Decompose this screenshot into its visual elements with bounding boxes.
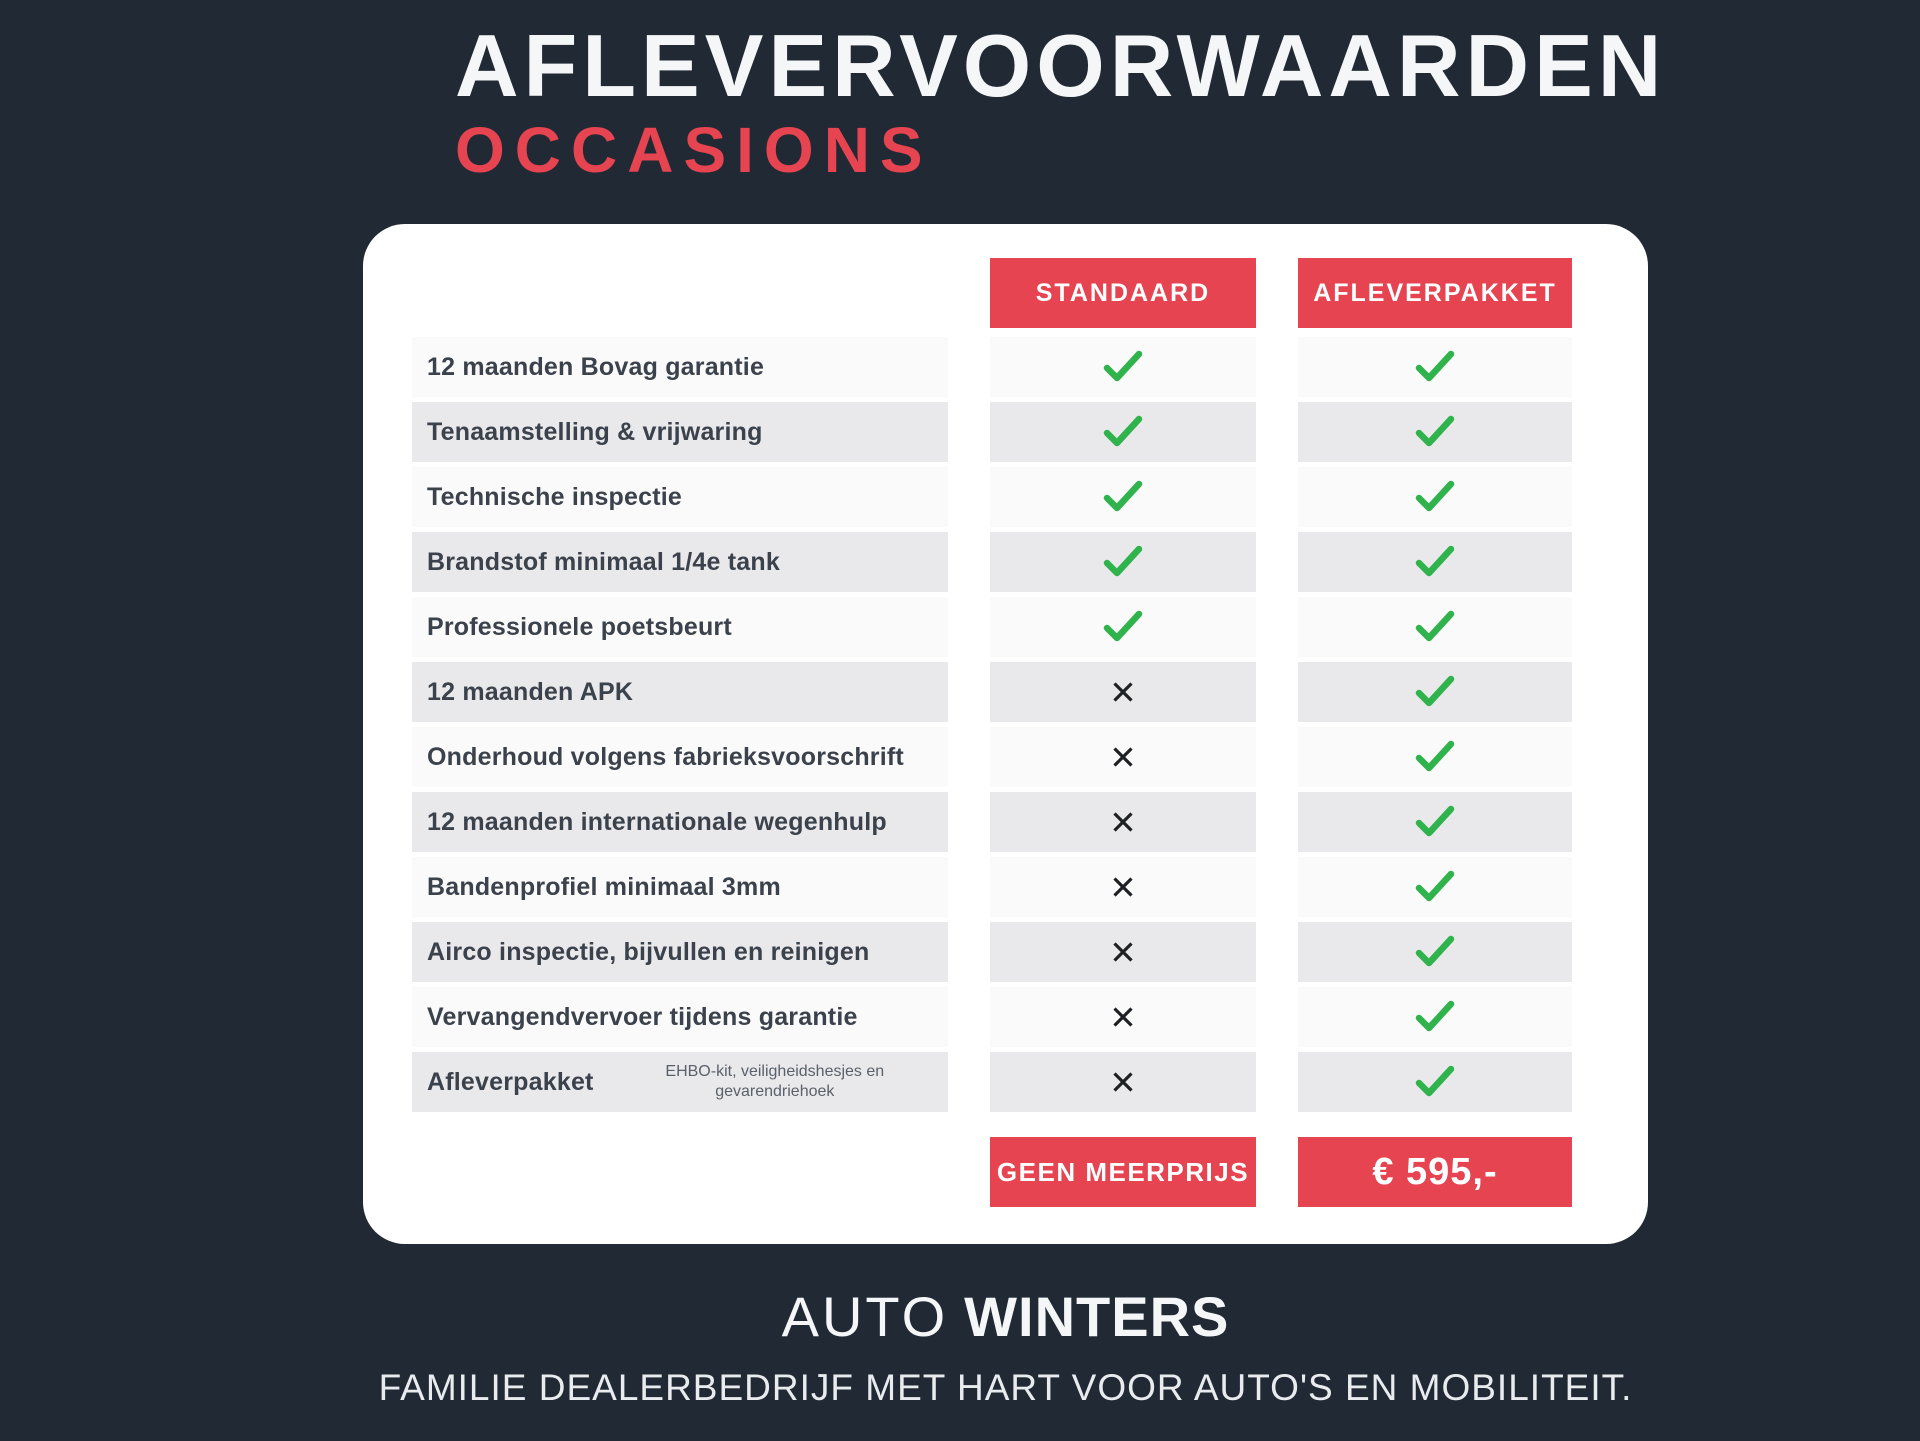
feature-label-cell <box>412 662 948 722</box>
feature-note: EHBO-kit, veiligheidshesjes en gevarendriehoek <box>665 1063 885 1100</box>
feature-label: Airco inspectie, bijvullen en reinigen <box>427 937 870 966</box>
feature-label: Vervangendvervoer tijdens garantie <box>427 1002 858 1031</box>
feature-label: 12 maanden internationale wegenhulp <box>427 807 887 836</box>
check-icon <box>1415 1000 1455 1034</box>
afleverpakket-price-badge: € 595,- <box>1298 1137 1572 1207</box>
feature-label-cell <box>412 1052 948 1112</box>
comparison-card <box>363 224 1648 1244</box>
check-icon <box>1415 805 1455 839</box>
standaard-mark-cell <box>990 662 1256 722</box>
afleverpakket-mark-cell <box>1298 922 1572 982</box>
afleverpakket-mark-cell <box>1298 1052 1572 1112</box>
check-icon <box>1103 610 1143 644</box>
feature-label-cell <box>412 337 948 397</box>
feature-label: Onderhoud volgens fabrieksvoorschrift <box>427 742 904 771</box>
feature-label-cell <box>412 857 948 917</box>
cross-icon <box>1111 810 1135 834</box>
cross-icon <box>1111 875 1135 899</box>
afleverpakket-mark-cell <box>1298 987 1572 1047</box>
feature-label: 12 maanden APK <box>427 677 634 706</box>
feature-label-cell <box>412 532 948 592</box>
afleverpakket-mark-cell <box>1298 402 1572 462</box>
price-spacer <box>412 1137 948 1207</box>
feature-label: Tenaamstelling & vrijwaring <box>427 417 763 446</box>
column-header-afleverpakket: AFLEVERPAKKET <box>1298 258 1572 328</box>
afleverpakket-mark-cell <box>1298 792 1572 852</box>
standaard-mark-cell <box>990 727 1256 787</box>
standaard-mark-cell <box>990 1052 1256 1112</box>
brand-name <box>363 1285 1648 1348</box>
check-icon <box>1103 480 1143 514</box>
check-icon <box>1415 675 1455 709</box>
afleverpakket-mark-cell <box>1298 532 1572 592</box>
cross-icon <box>1111 940 1135 964</box>
check-icon <box>1103 415 1143 449</box>
check-icon <box>1415 870 1455 904</box>
standaard-mark-cell <box>990 922 1256 982</box>
feature-label-cell <box>412 727 948 787</box>
feature-label: Brandstof minimaal 1/4e tank <box>427 547 780 576</box>
standaard-price-badge: GEEN MEERPRIJS <box>990 1137 1256 1207</box>
page-title: AFLEVERVOORWAARDEN <box>455 16 1667 115</box>
afleverpakket-mark-cell <box>1298 337 1572 397</box>
feature-label: Afleverpakket <box>427 1067 594 1096</box>
cross-icon <box>1111 745 1135 769</box>
brand-tagline: FAMILIE DEALERBEDRIJF MET HART VOOR AUTO'S EN MOBILITEIT. <box>378 1366 1633 1408</box>
feature-label: Bandenprofiel minimaal 3mm <box>427 872 781 901</box>
standaard-mark-cell <box>990 532 1256 592</box>
table-header-row <box>412 258 1648 328</box>
check-icon <box>1415 610 1455 644</box>
feature-label: 12 maanden Bovag garantie <box>427 352 765 381</box>
feature-label-cell <box>412 792 948 852</box>
feature-label-cell <box>412 987 948 1047</box>
standaard-mark-cell <box>990 987 1256 1047</box>
brand-name-light: AUTO <box>781 1285 949 1348</box>
standaard-mark-cell <box>990 402 1256 462</box>
afleverpakket-mark-cell <box>1298 597 1572 657</box>
comparison-rows <box>412 337 1648 1112</box>
check-icon <box>1415 740 1455 774</box>
brand-name-bold: WINTERS <box>964 1285 1230 1348</box>
check-icon <box>1415 350 1455 384</box>
standaard-mark-cell <box>990 792 1256 852</box>
check-icon <box>1415 935 1455 969</box>
cross-icon <box>1111 680 1135 704</box>
standaard-mark-cell <box>990 857 1256 917</box>
feature-label: Professionele poetsbeurt <box>427 612 732 641</box>
feature-label-cell <box>412 922 948 982</box>
page-subtitle: OCCASIONS <box>455 114 933 186</box>
feature-label-cell <box>412 402 948 462</box>
check-icon <box>1415 545 1455 579</box>
standaard-mark-cell <box>990 467 1256 527</box>
feature-label-cell <box>412 467 948 527</box>
afleverpakket-mark-cell <box>1298 857 1572 917</box>
title-block <box>455 16 1667 186</box>
afleverpakket-mark-cell <box>1298 662 1572 722</box>
afleverpakket-mark-cell <box>1298 727 1572 787</box>
check-icon <box>1415 480 1455 514</box>
cross-icon <box>1111 1005 1135 1029</box>
check-icon <box>1415 415 1455 449</box>
check-icon <box>1103 350 1143 384</box>
check-icon <box>1103 545 1143 579</box>
afleverpakket-mark-cell <box>1298 467 1572 527</box>
standaard-mark-cell <box>990 597 1256 657</box>
cross-icon <box>1111 1070 1135 1094</box>
header-spacer <box>412 258 948 328</box>
check-icon <box>1415 1065 1455 1099</box>
standaard-mark-cell <box>990 337 1256 397</box>
column-header-standaard: STANDAARD <box>990 258 1256 328</box>
price-row <box>412 1137 1648 1207</box>
feature-label-cell <box>412 597 948 657</box>
footer <box>363 1285 1648 1409</box>
feature-label: Technische inspectie <box>427 482 683 511</box>
